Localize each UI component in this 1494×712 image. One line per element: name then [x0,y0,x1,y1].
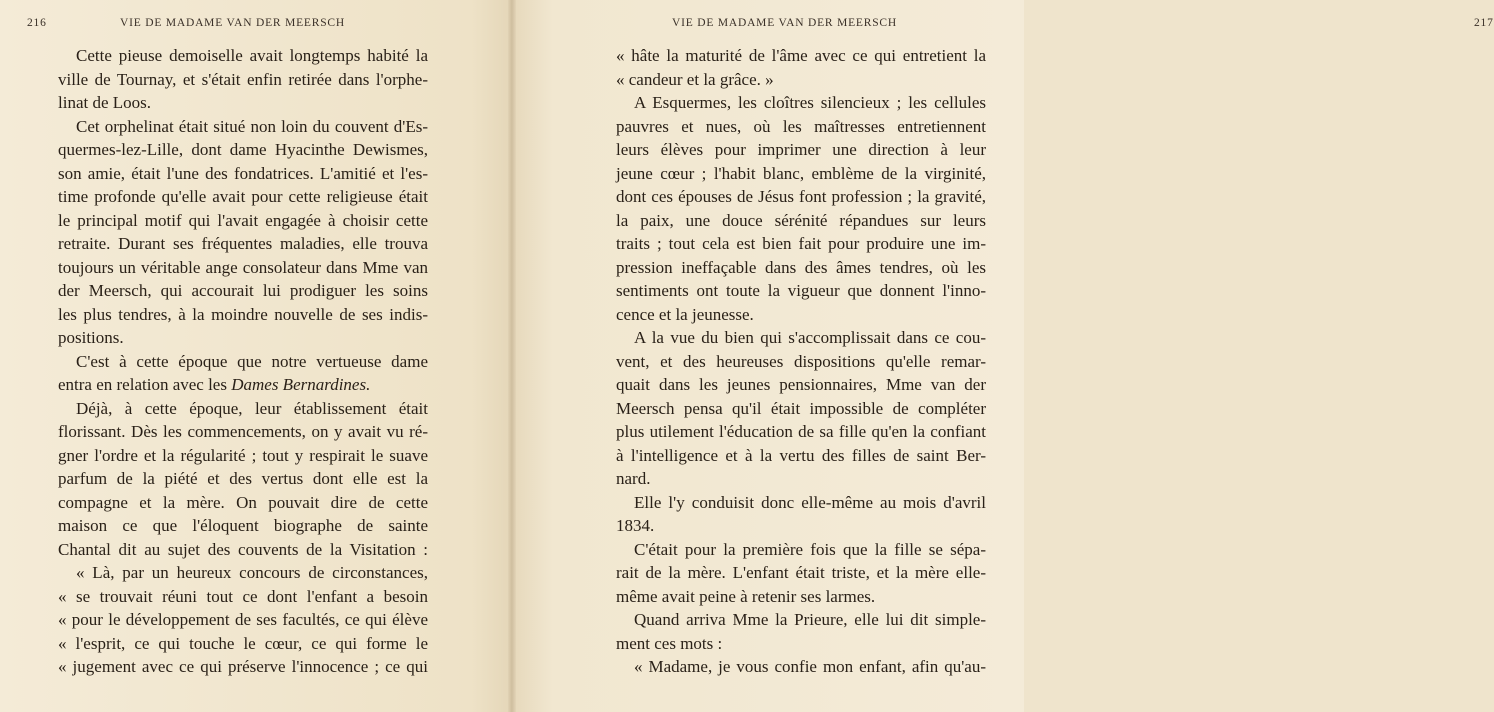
text-line: « Madame, je vous confie mon enfant, afin qu'au- [634,657,986,676]
page-text [616,44,986,679]
text-line: gner l'ordre et la régularité ; tout y respirait le suave [58,445,428,465]
text-line: jeune cœur ; l'habit blanc, emblème de la virginité, [616,163,986,183]
text-line: Déjà, à cette époque, leur établissement était [76,398,428,418]
text-line: « candeur et la grâce. » [616,69,774,89]
text-line: Meersch pensa qu'il était impossible de compléter [616,398,986,418]
text-line: der Meersch, qui accourait lui prodiguer les soins [58,281,428,300]
text-line: cence et la jeunesse. [616,304,754,324]
text-line: « pour le développement de ses facultés, ce qui élève [58,610,428,629]
text-line: Cet orphelinat était situé non loin du couvent d'Es- [76,116,428,136]
text-line: à l'intelligence et à la vertu des filles de saint Ber- [616,445,986,465]
text-line: « l'esprit, ce qui touche le cœur, ce qui forme le [58,633,428,653]
text-line: la paix, une douce sérénité répandues sur leurs [616,210,986,230]
text-line: positions. [58,328,124,347]
text-line: le principal motif qui l'avait engagée à choisir cette [58,210,428,230]
running-head: VIE DE MADAME VAN DER MEERSCH [672,17,897,29]
text-line: maison ce que l'éloquent biographe de sainte [58,516,428,535]
text-line: quait dans les jeunes pensionnaires, Mme van der [616,375,986,394]
page-number: 217 [1474,17,1494,29]
text-line: 1834. [616,516,655,535]
text-line: quermes-lez-Lille, dont dame Hyacinthe Dewismes, [58,140,428,159]
text-line: « jugement avec ce qui préserve l'innocence ; ce qui [58,657,428,676]
text-line: entra en relation avec les Dames Bernardines. [58,375,371,394]
page-text [58,44,428,679]
text-line: son amie, était l'une des fondatrices. L'amitié et l'es- [58,163,428,183]
text-line: pression ineffaçable dans des âmes tendres, où les [616,257,986,277]
text-line: A Esquermes, les cloîtres silencieux ; les cellules [634,93,986,112]
text-line: Elle l'y conduisit donc elle-même au mois d'avril [634,492,986,512]
text-line: florissant. Dès les commencements, on y avait vu ré- [58,422,428,441]
left-page [0,0,512,712]
text-line: traits ; tout cela est bien fait pour produire une im- [616,234,986,253]
running-head: VIE DE MADAME VAN DER MEERSCH [120,17,345,29]
text-line: même avait peine à retenir ses larmes. [616,586,876,606]
text-line: « se trouvait réuni tout ce dont l'enfant a besoin [58,586,428,606]
text-line: compagne et la mère. On pouvait dire de cette [58,492,428,512]
text-line: ville de Tournay, et s'était enfin retirée dans l'orphe- [58,69,428,89]
text-line: linat de Loos. [58,93,152,112]
text-line: les plus tendres, à la moindre nouvelle de ses indis- [58,304,428,324]
text-line: rait de la mère. L'enfant était triste, et la mère elle- [616,563,986,582]
text-line: « Là, par un heureux concours de circonstances, [76,563,428,582]
text-line: vent, et des heureuses dispositions qu'elle remar- [616,351,986,371]
italic-text: Dames Bernardines. [231,375,371,394]
text-line: C'est à cette époque que notre vertueuse dame [76,351,428,371]
text-line: sentiments ont toute la vigueur que donnent l'inno- [616,281,986,300]
text-line: Quand arriva Mme la Prieure, elle lui dit simple- [634,610,986,629]
text-line: plus utilement l'éducation de sa fille qu'en la confiant [616,422,986,441]
text-line: nard. [616,469,651,488]
text-line: parfum de la piété et des vertus dont elle est la [58,469,428,488]
text-line: toujours un véritable ange consolateur dans Mme van [58,257,428,277]
text-line: retraite. Durant ses fréquentes maladies, elle trouva [58,234,428,253]
text-line: C'était pour la première fois que la fille se sépa- [634,539,986,559]
text-line: time profonde qu'elle avait pour cette religieuse était [58,187,428,206]
text-line: leurs élèves pour imprimer une direction à leur [616,140,986,159]
text-line: Cette pieuse demoiselle avait longtemps habité la [76,46,428,65]
text-line: Chantal dit au sujet des couvents de la Visitation : [58,539,428,559]
page-number: 216 [27,17,47,29]
book-gutter [508,0,516,712]
text-line: dont ces épouses de Jésus font profession ; la gravité, [616,187,986,206]
right-page [512,0,1494,712]
text-line: A la vue du bien qui s'accomplissait dans ce cou- [634,328,986,347]
text-line: « hâte la maturité de l'âme avec ce qui entretient la [616,46,986,65]
text-line: pauvres et nues, où les maîtresses entretiennent [616,116,986,136]
text-line: ment ces mots : [616,633,723,653]
